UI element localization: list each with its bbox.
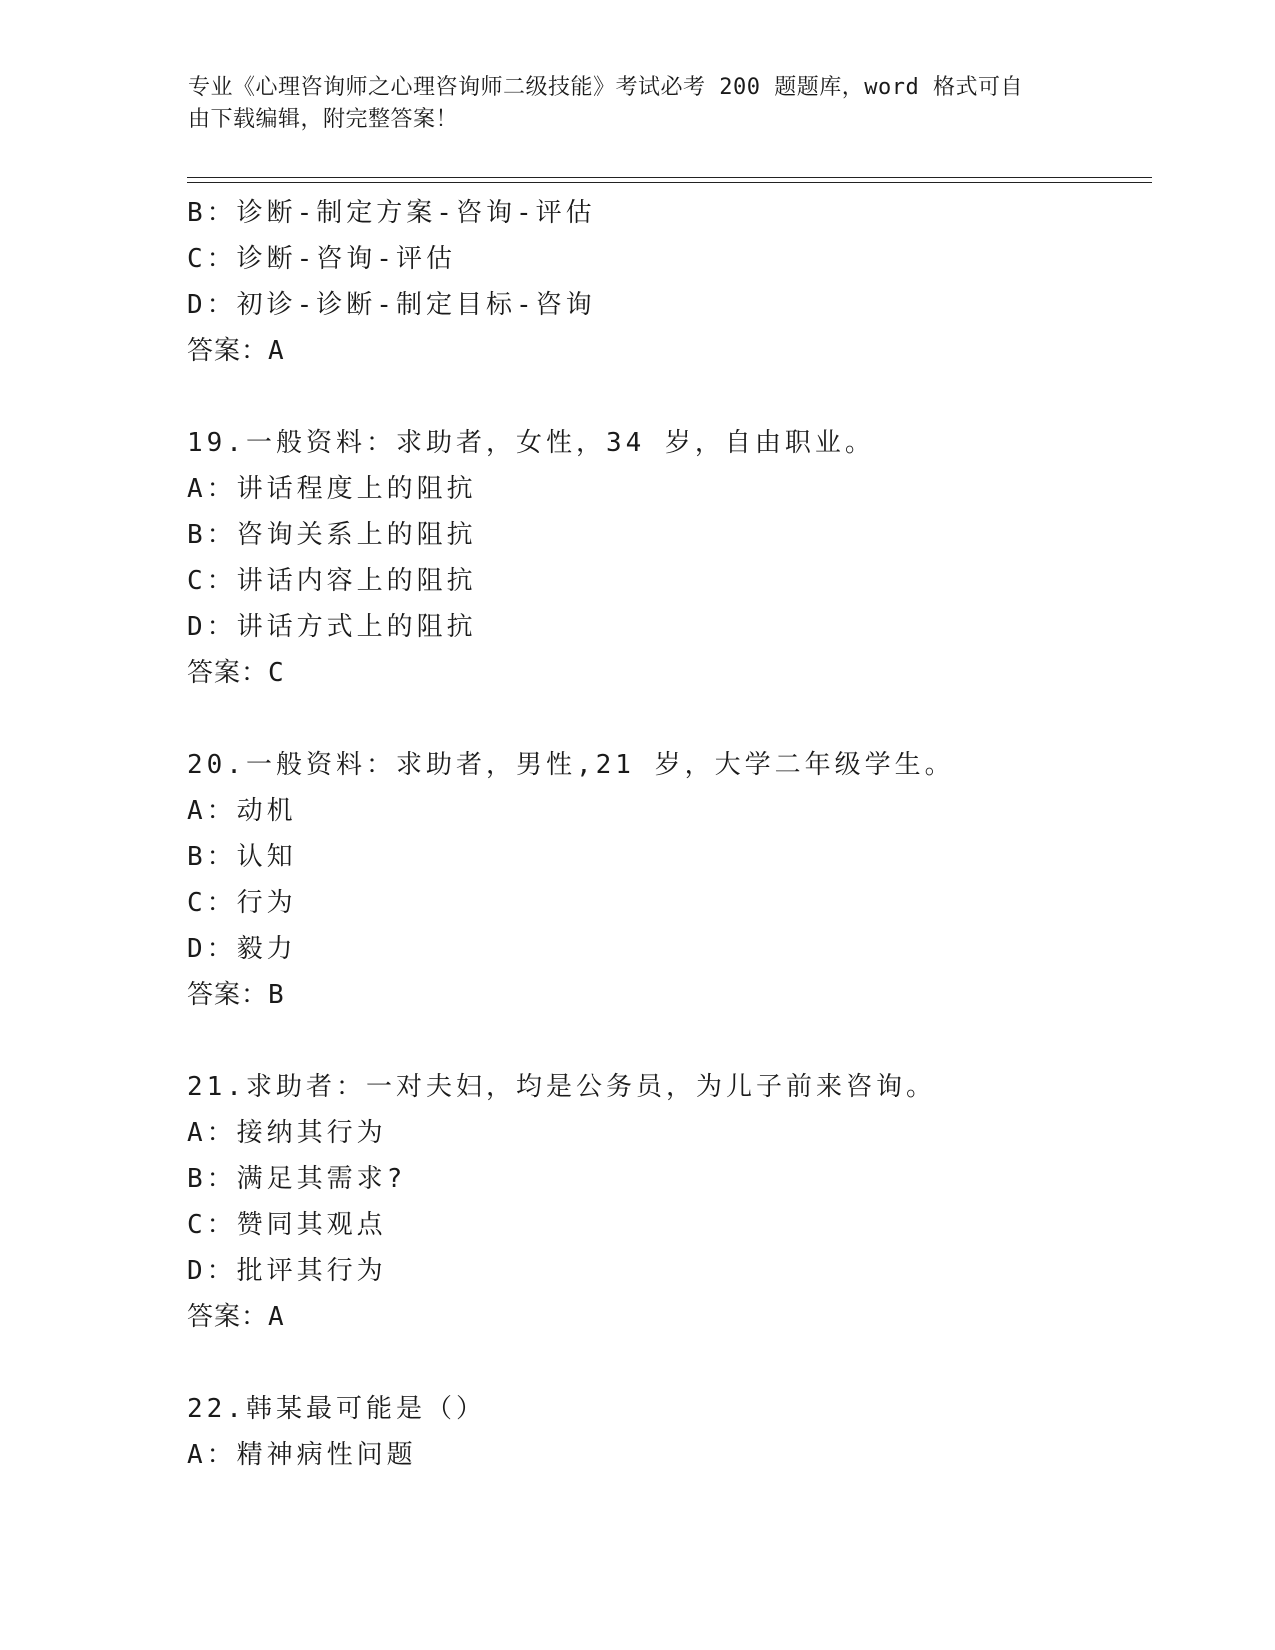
- document-header: [188, 72, 1068, 136]
- answer: 答案：A: [187, 1302, 285, 1332]
- header-divider-top: [187, 177, 1152, 178]
- question-19: [187, 420, 1147, 696]
- question-list: [187, 190, 1147, 1478]
- option-a: A：讲话程度上的阻抗: [187, 474, 477, 504]
- question-18: [187, 190, 1147, 374]
- header-line-2: 由下载编辑，附完整答案！: [188, 107, 459, 132]
- question-21: [187, 1064, 1147, 1340]
- option-b: B：认知: [187, 842, 297, 872]
- question-text: 21.求助者：一对夫妇，均是公务员，为儿子前来咨询。: [187, 1072, 936, 1102]
- option-b: B：满足其需求?: [187, 1164, 407, 1194]
- option-c: C：行为: [187, 888, 297, 918]
- header-divider-bottom: [187, 182, 1152, 183]
- option-a: A：接纳其行为: [187, 1118, 387, 1148]
- option-d: D：毅力: [187, 934, 297, 964]
- question-text: 19.一般资料：求助者，女性，34 岁，自由职业。: [187, 428, 875, 458]
- answer: 答案：A: [187, 336, 285, 366]
- question-text: 22.韩某最可能是（）: [187, 1394, 486, 1424]
- question-20: [187, 742, 1147, 1018]
- option-d: D：批评其行为: [187, 1256, 387, 1286]
- option-c: C：讲话内容上的阻抗: [187, 566, 477, 596]
- option-c: C：诊断-咨询-评估: [187, 244, 456, 274]
- option-d: D：初诊-诊断-制定目标-咨询: [187, 290, 596, 320]
- option-a: A：精神病性问题: [187, 1440, 417, 1470]
- option-c: C：赞同其观点: [187, 1210, 387, 1240]
- option-b: B：诊断-制定方案-咨询-评估: [187, 198, 596, 228]
- option-b: B：咨询关系上的阻抗: [187, 520, 477, 550]
- answer: 答案：C: [187, 658, 285, 688]
- answer: 答案：B: [187, 980, 285, 1010]
- header-line-1: 专业《心理咨询师之心理咨询师二级技能》考试必考 200 题题库，word 格式可自: [188, 75, 1023, 100]
- option-d: D：讲话方式上的阻抗: [187, 612, 477, 642]
- question-22: [187, 1386, 1147, 1478]
- question-text: 20.一般资料：求助者，男性,21 岁，大学二年级学生。: [187, 750, 955, 780]
- option-a: A：动机: [187, 796, 297, 826]
